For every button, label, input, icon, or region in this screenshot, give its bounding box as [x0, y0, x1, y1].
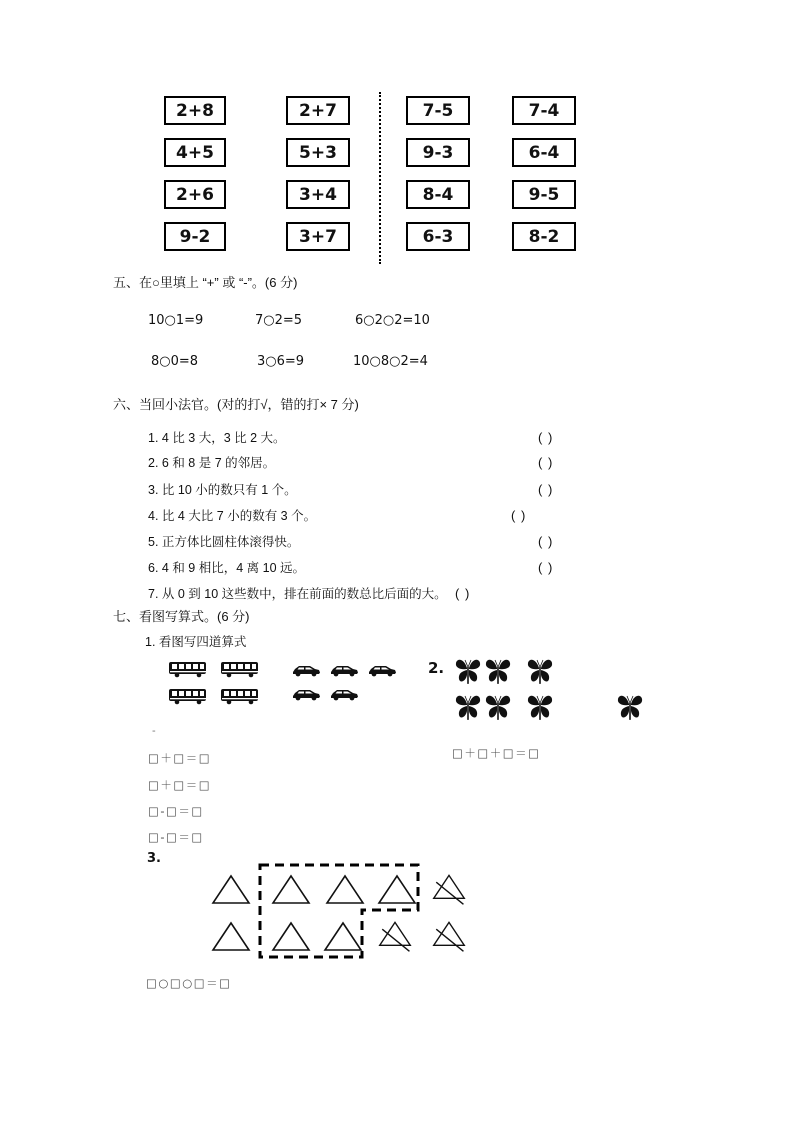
section5-equation[interactable]: 6○2○2=10 [355, 313, 430, 328]
match-column-1 [164, 96, 226, 264]
section5-equation[interactable]: 8○0=8 [151, 354, 199, 369]
section6-answer-1[interactable]: ( ) [538, 430, 554, 445]
section6-answer-3[interactable]: ( ) [538, 482, 554, 497]
bus-icon [220, 660, 260, 678]
q2-label: 2. [428, 659, 445, 677]
match-column-3 [406, 96, 470, 264]
section6-item-6: 6. 4 和 9 相比，4 离 10 远。 [148, 561, 305, 575]
triangle-icon [376, 872, 418, 906]
match-box[interactable]: 2+7 [286, 96, 350, 125]
triangle-icon-crossed [428, 919, 470, 953]
match-column-2 [286, 96, 350, 264]
section7-q1-label: 1. 看图写四道算式 [145, 635, 247, 649]
section6-answer-6[interactable]: ( ) [538, 560, 554, 575]
section6-item-1: 1. 4 比 3 大，3 比 2 大。 [148, 431, 286, 445]
triangle-icon [210, 919, 252, 953]
match-box[interactable]: 7-5 [406, 96, 470, 125]
triangle-icon-crossed [428, 872, 470, 906]
q3-equation[interactable]: □○□○□＝□ [146, 976, 232, 990]
match-column-4 [512, 96, 576, 264]
section6-answer-7[interactable]: ( ) [455, 586, 471, 601]
section6-item-7: 7. 从 0 到 10 这些数中，排在前面的数总比后面的大。 [148, 587, 447, 601]
bus-group [168, 660, 278, 718]
triangle-grid [200, 862, 490, 967]
butterfly-icon [527, 655, 553, 689]
car-icon [366, 663, 398, 677]
match-box[interactable]: 6-4 [512, 138, 576, 167]
match-box[interactable]: 8-2 [512, 222, 576, 251]
match-exercise [0, 0, 793, 270]
match-box[interactable]: 7-4 [512, 96, 576, 125]
q3-label: 3. [147, 851, 161, 866]
match-box[interactable]: 5+3 [286, 138, 350, 167]
section5-heading: 五、在○里填上 “+” 或 “-”。(6 分) [113, 275, 298, 290]
section6-item-2: 2. 6 和 8 是 7 的邻居。 [148, 456, 276, 470]
section5-equation[interactable]: 10○1=9 [148, 313, 204, 328]
q1-equation-1[interactable]: □＋□＝□ [148, 751, 212, 765]
butterfly-group-3 [617, 691, 647, 729]
section7-heading: 七、看图写算式。(6 分) [113, 609, 250, 624]
triangle-icon [270, 919, 312, 953]
butterfly-icon [455, 655, 481, 689]
section6-answer-5[interactable]: ( ) [538, 534, 554, 549]
butterfly-group-2 [527, 655, 557, 730]
q2-equation[interactable]: □＋□＋□＝□ [452, 746, 541, 760]
match-box[interactable]: 8-4 [406, 180, 470, 209]
match-box[interactable]: 9-3 [406, 138, 470, 167]
q1-equation-3[interactable]: □-□＝□ [148, 804, 204, 818]
car-icon [290, 663, 322, 677]
butterfly-icon [527, 691, 553, 725]
q1-equation-2[interactable]: □＋□＝□ [148, 778, 212, 792]
match-box[interactable]: 3+4 [286, 180, 350, 209]
car-icon [290, 687, 322, 701]
triangle-icon [322, 919, 364, 953]
vertical-dotted-divider [379, 92, 381, 264]
section6-item-4: 4. 比 4 大比 7 小的数有 3 个。 [148, 509, 317, 523]
section5-equation[interactable]: 3○6=9 [257, 354, 305, 369]
bus-icon [168, 687, 208, 705]
triangle-icon [210, 872, 252, 906]
car-icon [328, 663, 360, 677]
match-box[interactable]: 2+6 [164, 180, 226, 209]
match-box[interactable]: 2+8 [164, 96, 226, 125]
butterfly-icon [485, 691, 511, 725]
section5-equation[interactable]: 10○8○2=4 [353, 354, 428, 369]
butterfly-icon [455, 691, 481, 725]
match-box[interactable]: 6-3 [406, 222, 470, 251]
match-box[interactable]: 3+7 [286, 222, 350, 251]
bus-icon [168, 660, 208, 678]
match-box[interactable]: 9-5 [512, 180, 576, 209]
triangle-icon [270, 872, 312, 906]
section5-equation[interactable]: 7○2=5 [255, 313, 303, 328]
car-icon [328, 687, 360, 701]
bus-icon [220, 687, 260, 705]
section6-answer-4[interactable]: ( ) [511, 508, 527, 523]
butterfly-icon [485, 655, 511, 689]
section6-answer-2[interactable]: ( ) [538, 455, 554, 470]
section6-heading: 六、当回小法官。(对的打√，错的打× 7 分) [113, 397, 359, 412]
section6-item-3: 3. 比 10 小的数只有 1 个。 [148, 483, 297, 497]
stray-dash-mark: - [152, 725, 156, 737]
triangle-icon-crossed [374, 919, 416, 953]
q1-equation-4[interactable]: □-□＝□ [148, 830, 204, 844]
triangle-icon [324, 872, 366, 906]
match-box[interactable]: 4+5 [164, 138, 226, 167]
butterfly-icon [617, 691, 643, 725]
match-box[interactable]: 9-2 [164, 222, 226, 251]
car-group [290, 663, 400, 718]
section6-item-5: 5. 正方体比圆柱体滚得快。 [148, 535, 300, 549]
butterfly-group-1 [455, 655, 515, 730]
